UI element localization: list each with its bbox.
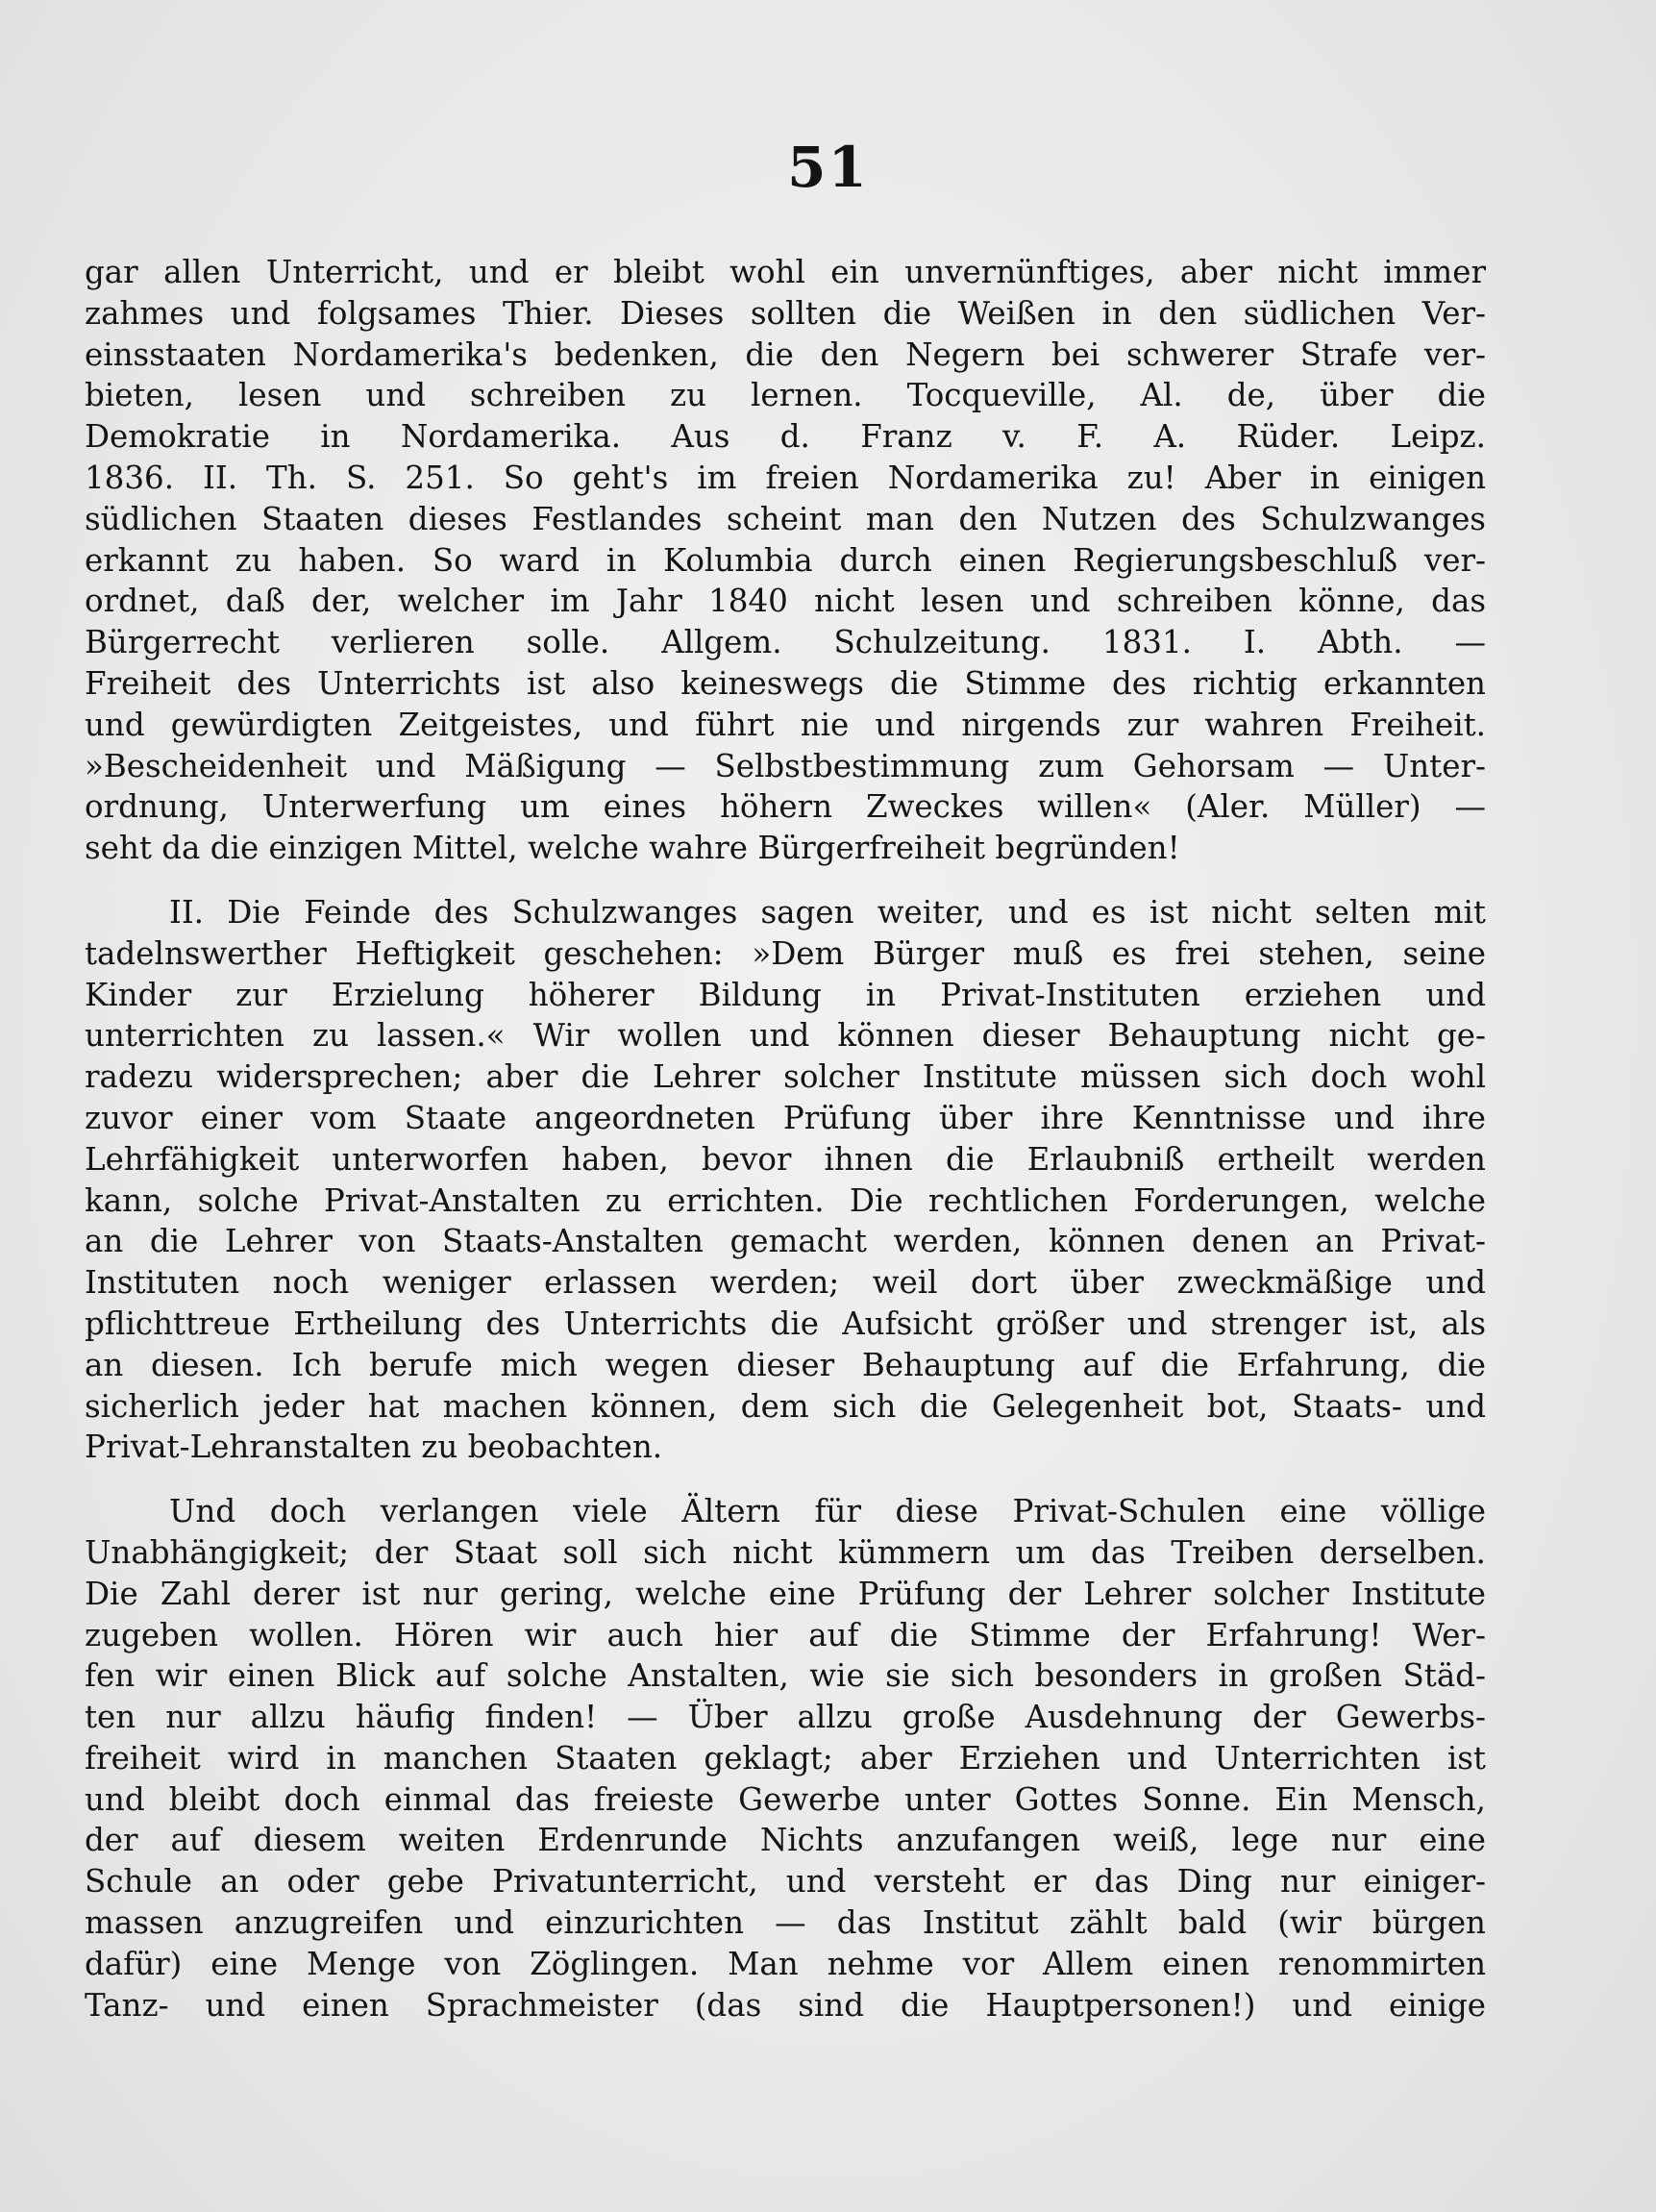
text-line: seht da die einzigen Mittel, welche wahre Bürgerfreiheit begründen! xyxy=(85,830,1180,867)
text-line: und gewürdigten Zeitgeistes, und führt nie und nirgends zur wahren Freiheit. xyxy=(85,706,1486,743)
text-line: Und doch verlangen viele Ältern für diese Privat-Schulen eine völlige xyxy=(169,1493,1486,1530)
text-line: massen anzugreifen und einzurichten — das Institut zählt bald (wir bürgen xyxy=(85,1904,1486,1942)
paragraph-1 xyxy=(85,252,1486,869)
text-line: Lehrfähigkeit unterworfen haben, bevor ihnen die Erlaubniß ertheilt werden xyxy=(85,1140,1486,1178)
text-line: Tanz- und einen Sprachmeister (das sind die Hauptpersonen!) und einige xyxy=(85,1986,1486,2024)
text-line: tadelnswerther Heftigkeit geschehen: »Dem Bürger muß es frei stehen, seine xyxy=(85,934,1486,972)
text-line: Instituten noch weniger erlassen werden; weil dort über zweckmäßige und xyxy=(85,1264,1486,1302)
text-line: Schule an oder gebe Privatunterricht, und versteht er das Ding nur einiger- xyxy=(85,1863,1486,1901)
text-line: ordnet, daß der, welcher im Jahr 1840 nicht lesen und schreiben könne, das xyxy=(85,583,1486,620)
paragraph-2 xyxy=(85,892,1486,1468)
text-line: erkannt zu haben. So ward in Kolumbia durch einen Regierungsbeschluß ver- xyxy=(85,541,1486,579)
text-line: freiheit wird in manchen Staaten geklagt; aber Erziehen und Unterrichten ist xyxy=(85,1739,1486,1777)
text-line: dafür) eine Menge von Zöglingen. Man nehme vor Allem einen renommirten xyxy=(85,1945,1486,1982)
text-line: gar allen Unterricht, und er bleibt wohl ein unvernünftiges, aber nicht immer xyxy=(85,254,1486,290)
text-line: an die Lehrer von Staats-Anstalten gemacht werden, können denen an Privat- xyxy=(85,1223,1486,1260)
text-line: Freiheit des Unterrichts ist also keineswegs die Stimme des richtig erkannten xyxy=(85,664,1486,702)
text-line: radezu widersprechen; aber die Lehrer solcher Institute müssen sich doch wohl xyxy=(85,1058,1486,1096)
text-line: 1836. II. Th. S. 251. So geht's im freien Nordamerika zu! Aber in einigen xyxy=(85,459,1486,496)
text-line: Die Zahl derer ist nur gering, welche eine Prüfung der Lehrer solcher Institute xyxy=(85,1575,1486,1612)
text-line: bieten, lesen und schreiben zu lernen. Tocqueville, Al. de, über die xyxy=(85,377,1486,414)
text-line: ten nur allzu häufig finden! — Über allzu große Ausdehnung der Gewerbs- xyxy=(85,1699,1486,1736)
text-line: unterrichten zu lassen.« Wir wollen und können dieser Behauptung nicht ge- xyxy=(85,1017,1486,1055)
text-line: fen wir einen Blick auf solche Anstalten, wie sie sich besonders in großen Städ- xyxy=(85,1657,1486,1695)
text-line: ordnung, Unterwerfung um eines höhern Zweckes willen« (Aler. Müller) — xyxy=(85,788,1486,826)
text-line: und bleibt doch einmal das freieste Gewerbe unter Gottes Sonne. Ein Mensch, xyxy=(85,1780,1486,1818)
body-text xyxy=(85,252,1486,2026)
text-line: pflichttreue Ertheilung des Unterrichts die Aufsicht größer und strenger ist, als xyxy=(85,1305,1486,1342)
page-number: 51 xyxy=(787,135,869,200)
text-line: »Bescheidenheit und Mäßigung — Selbstbestimmung zum Gehorsam — Unter- xyxy=(85,747,1486,784)
text-line: der auf diesem weiten Erdenrunde Nichts anzufangen weiß, lege nur eine xyxy=(85,1822,1486,1859)
paragraph-3 xyxy=(85,1491,1486,2026)
text-line: zahmes und folgsames Thier. Dieses sollten die Weißen in den südlichen Ver- xyxy=(85,294,1486,332)
text-line: Kinder zur Erzielung höherer Bildung in Privat-Instituten erziehen und xyxy=(85,976,1486,1013)
text-line: Unabhängigkeit; der Staat soll sich nicht kümmern um das Treiben derselben. xyxy=(85,1533,1486,1571)
text-line: II. Die Feinde des Schulzwanges sagen weiter, und es ist nicht selten mit xyxy=(169,893,1486,931)
text-line: kann, solche Privat-Anstalten zu errichten. Die rechtlichen Forderungen, welche xyxy=(85,1181,1486,1219)
text-line: Bürgerrecht verlieren solle. Allgem. Schulzeitung. 1831. I. Abth. — xyxy=(85,624,1486,661)
text-line: Privat-Lehranstalten zu beobachten. xyxy=(85,1429,663,1466)
text-line: zuvor einer vom Staate angeordneten Prüfung über ihre Kenntnisse und ihre xyxy=(85,1099,1486,1136)
text-line: Demokratie in Nordamerika. Aus d. Franz v. F. A. Rüder. Leipz. xyxy=(85,418,1486,456)
text-line: einsstaaten Nordamerika's bedenken, die den Negern bei schwerer Strafe ver- xyxy=(85,336,1486,373)
text-line: sicherlich jeder hat machen können, dem sich die Gelegenheit bot, Staats- und xyxy=(85,1387,1486,1425)
text-line: südlichen Staaten dieses Festlandes scheint man den Nutzen des Schulzwanges xyxy=(85,500,1486,537)
text-line: an diesen. Ich berufe mich wegen dieser Behauptung auf die Erfahrung, die xyxy=(85,1346,1486,1383)
text-line: zugeben wollen. Hören wir auch hier auf die Stimme der Erfahrung! Wer- xyxy=(85,1616,1486,1653)
